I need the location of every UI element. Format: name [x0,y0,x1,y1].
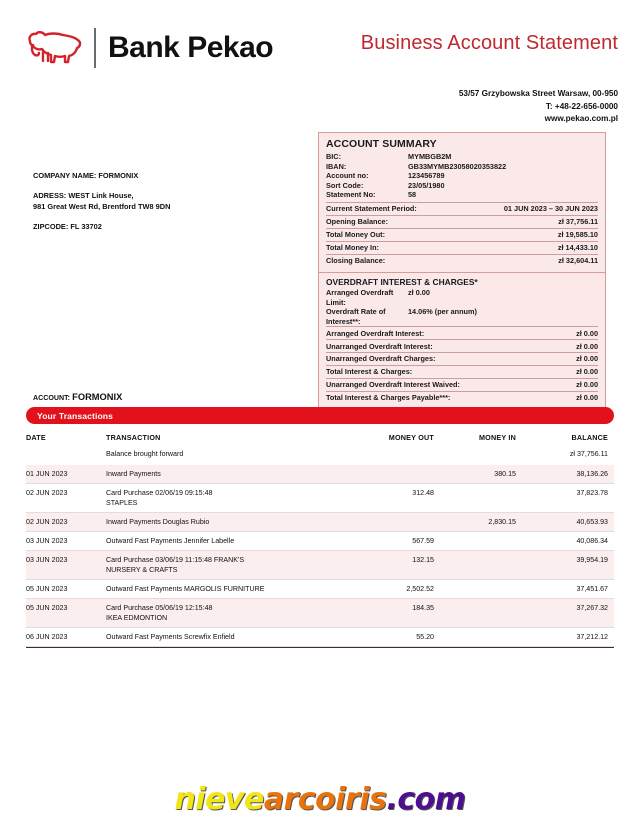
overdraft-row-label: Total Interest & Charges Payable***: [326,393,451,403]
summary-row-label: Closing Balance: [326,255,386,265]
cell-money-out: 2,502.52 [406,585,434,593]
cell-balance: 38,136.26 [576,470,608,478]
overdraft-rows [326,326,598,403]
cell-date: 02 JUN 2023 [26,518,68,526]
table-row[interactable] [26,628,614,647]
overdraft-row [326,378,598,391]
summary-field-label-row [326,162,598,172]
account-label-line [33,392,122,402]
table-row[interactable] [26,447,614,465]
cell-transaction-line2: NURSERY & CRAFTS [106,566,178,574]
page-title: Business Account Statement [360,32,618,54]
summary-field-label: Statement No: [326,190,376,200]
cell-transaction: Card Purchase 03/06/19 11:15:48 FRANK'S NURSERY & CRAFTS [106,555,324,575]
overdraft-row-label: Unarranged Overdraft Charges: [326,354,436,364]
cell-transaction: Outward Fast Payments Screwfix Enfield [106,633,235,641]
cell-date: 01 JUN 2023 [26,470,68,478]
summary-field-label-row [326,152,598,162]
cell-transaction: Card Purchase 02/06/19 09:15:48 STAPLES [106,488,324,508]
column-header-balance: BALANCE [571,433,608,442]
summary-field-value: 58 [408,190,417,200]
cell-date: 06 JUN 2023 [26,633,68,641]
table-row[interactable] [26,580,614,599]
cell-date: 05 JUN 2023 [26,585,68,593]
cell-money-in: 380.15 [494,470,516,478]
table-row[interactable] [26,465,614,484]
summary-row-label: Current Statement Period: [326,204,417,214]
cell-money-out: 184.35 [412,604,434,612]
summary-field-label: BIC: [326,152,341,161]
summary-row-value: 01 JUN 2023 – 30 JUN 2023 [503,204,598,214]
cell-transaction: Card Purchase 05/06/19 12:15:48 IKEA EDMONTION [106,603,324,623]
cell-date: 05 JUN 2023 [26,604,68,612]
summary-row [326,215,598,228]
summary-field-value: MYMBGB2M [408,152,452,161]
summary-row-label: Total Money Out: [326,230,386,240]
account-summary-rows [326,202,598,266]
column-header-date: DATE [26,433,46,442]
watermark [0,782,640,817]
bank-address-line1: 53/57 Grzybowska Street Warsaw, 00-950 [458,89,618,98]
summary-field-label-row [326,190,598,200]
table-bottom-rule [26,647,614,648]
overdraft-row [326,326,598,339]
summary-row-value: zł 14,433.10 [557,242,598,252]
overdraft-row-value: zł 0.00 [576,393,598,403]
customer-zipcode: ZIPCODE: FL 33702 [33,222,102,231]
overdraft-row-label: Total Interest & Charges: [326,367,413,377]
overdraft-row-value: zł 0.00 [576,341,598,351]
summary-field-label-row [326,171,598,181]
cell-balance: 37,212.12 [576,633,608,641]
overdraft-field-value: 14.06% (per annum) [408,307,477,317]
your-transactions-banner [26,407,614,424]
cell-money-out: 132.15 [412,556,434,564]
bison-icon [24,28,86,68]
column-header-money-in: MONEY IN [478,433,516,442]
transactions-table [26,430,614,648]
summary-field-label: IBAN: [326,161,347,171]
cell-transaction: Inward Payments Douglas Rubio [106,518,210,526]
summary-row-label: Total Money In: [326,242,379,252]
cell-date: 02 JUN 2023 [26,489,68,497]
summary-row-label: Opening Balance: [326,217,389,227]
account-summary-box [318,132,606,273]
column-header-money-out: MONEY OUT [388,433,434,442]
summary-row-value: zł 37,756.11 [558,217,598,227]
cell-date: 03 JUN 2023 [26,556,68,564]
overdraft-row-label: Unarranged Overdraft Interest: [326,341,433,351]
overdraft-fields [326,288,598,326]
bank-address [459,88,618,126]
overdraft-title: OVERDRAFT INTEREST & CHARGES* [326,277,478,287]
summary-row [326,228,598,241]
summary-row [326,241,598,254]
watermark-part3: .com [386,782,466,817]
summary-row-value: zł 32,604.11 [558,255,598,265]
overdraft-row-value: zł 0.00 [576,354,598,364]
bank-address-line3: www.pekao.com.pl [544,114,618,123]
overdraft-row-value: zł 0.00 [576,380,598,390]
overdraft-row [326,365,598,378]
cell-balance: 40,653.93 [576,518,608,526]
your-transactions-label: Your Transactions [37,410,114,421]
table-row[interactable] [26,513,614,532]
customer-address-line1: ADRESS: WEST Link House, [33,191,134,200]
cell-balance: 37,451.67 [576,585,608,593]
watermark-part2: arcoiris [263,782,387,817]
account-summary-title: ACCOUNT SUMMARY [326,138,437,150]
cell-money-out: 567.59 [412,537,434,545]
logo-divider [94,28,96,68]
customer-block [33,170,170,232]
summary-row [326,254,598,267]
cell-transaction: Outward Fast Payments MARGOLIS FURNITURE [106,585,265,593]
overdraft-row [326,391,598,404]
table-row[interactable] [26,532,614,551]
summary-field-label: Sort Code: [326,180,364,190]
summary-field-value: GB33MYMB23058020353822 [408,161,507,171]
overdraft-box [318,272,606,410]
page-header [0,0,640,82]
cell-money-out: 312.48 [412,489,434,497]
customer-address-line2: 981 Great West Rd, Brentford TW8 9DN [33,202,171,211]
cell-money-out: 55.20 [416,633,434,641]
summary-row [326,202,598,215]
overdraft-field-label-row [326,288,598,307]
summary-row-value: zł 19,585.10 [557,230,598,240]
overdraft-row [326,339,598,352]
cell-transaction: Inward Payments [106,470,161,478]
account-label: ACCOUNT: [33,394,71,402]
overdraft-row-value: zł 0.00 [576,328,598,338]
cell-balance: 39,954.19 [576,556,608,564]
cell-transaction: Outward Fast Payments Jennifer Labelle [106,537,235,545]
bank-address-line2: T: +48-22-656-0000 [545,101,618,111]
table-row[interactable] [26,484,614,513]
cell-transaction-line2: IKEA EDMONTION [106,614,168,622]
account-value: FORMONIX [72,392,123,402]
table-row[interactable] [26,599,614,628]
overdraft-row [326,352,598,365]
summary-field-value: 123456789 [408,171,445,181]
table-header-row [26,430,614,447]
table-row[interactable] [26,551,614,580]
bank-logo [24,26,273,70]
overdraft-row-label: Arranged Overdraft Interest: [326,328,425,338]
account-summary-fields [326,152,598,200]
cell-money-in: 2,830.15 [488,518,516,526]
bank-name: Bank Pekao [108,31,274,64]
company-name: COMPANY NAME: FORMONIX [33,171,139,180]
cell-balance: 40,086.34 [576,537,608,545]
column-header-transaction: TRANSACTION [106,433,161,442]
table-body [26,447,614,647]
cell-balance: zł 37,756.11 [569,450,608,458]
summary-field-value: 23/05/1980 [408,180,445,190]
summary-field-label: Account no: [326,171,369,181]
overdraft-field-label-row [326,307,598,326]
summary-field-label-row [326,181,598,191]
overdraft-row-value: zł 0.00 [576,367,598,377]
cell-transaction: Balance brought forward [106,450,184,458]
cell-transaction-line2: STAPLES [106,499,138,507]
cell-balance: 37,267.32 [576,604,608,612]
cell-balance: 37,823.78 [576,489,608,497]
overdraft-field-label: Arranged Overdraft Limit: [326,288,394,307]
overdraft-row-label: Unarranged Overdraft Interest Waived: [326,380,460,390]
watermark-part1: nieve [174,782,264,817]
overdraft-field-label: Overdraft Rate of Interest**: [326,307,386,326]
cell-date: 03 JUN 2023 [26,537,68,545]
overdraft-field-value: zł 0.00 [408,288,430,297]
